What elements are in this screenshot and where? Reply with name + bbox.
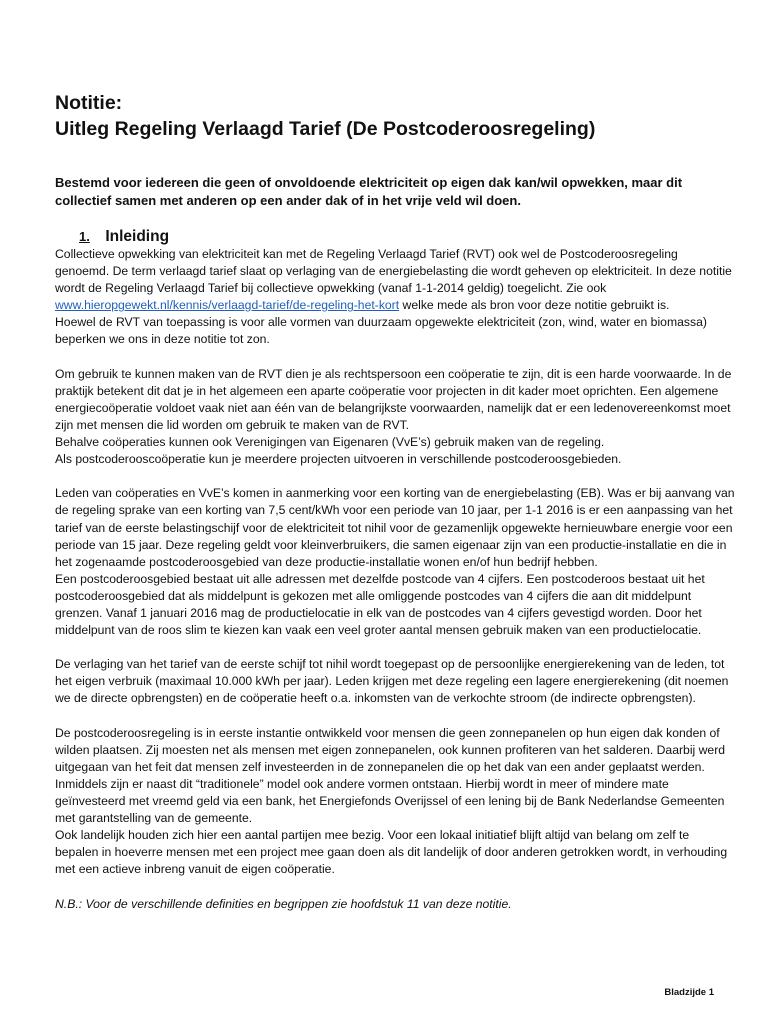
section-number: 1. (79, 229, 90, 244)
paragraph-5 (55, 725, 735, 879)
paragraph-2-line-3: Als postcoderooscoöperatie kun je meerdere projecten uitvoeren in verschillende postcoderoosgebieden. (55, 452, 622, 467)
page-number: Bladzijde 1 (664, 987, 714, 998)
source-link[interactable]: www.hieropgewekt.nl/kennis/verlaagd-tarief/de-regeling-het-kort (55, 298, 400, 313)
paragraph-5-line-2: Inmiddels zijn er naast dit “traditionele” model ook andere vormen ontstaan. Hierbij wordt in meer of mindere mate geïnvesteerd met vreemd geld via een bank, het Energiefonds Overijssel of een lening bij de Bank Nederlandse Gemeenten met garantstelling van de gemeente. (55, 776, 725, 826)
document-body (55, 246, 735, 930)
paragraph-1-text: Collectieve opwekking van elektriciteit kan met de Regeling Verlaagd Tarief (RVT) ook wel de Postcoderoosregeling genoemd. De term verlaagd tarief slaat op verlaging van de energiebelasting die wordt geheven op elektriciteit. In deze notitie wordt de Regeling Verlaagd Tarief bij collectieve opwekking (vanaf 1-1-2014 geldig) toegelicht. Zie ook (55, 247, 732, 296)
paragraph-5-line-3: Ook landelijk houden zich hier een aantal partijen mee bezig. Voor een lokaal initiatief blijft altijd van belang om zelf te bepalen in hoeverre mensen met een project mee gaan doen als dit landelijk of door anderen getrokken wordt, in verhouding met een actieve inbreng vanuit de eigen coöperatie. (55, 828, 728, 877)
paragraph-3-line-2: Een postcoderoosgebied bestaat uit alle adressen met dezelfde postcode van 4 cijfers. Een postcoderoos bestaat uit het postcoderoosgebied dat als middelpunt is gekozen met alle omliggende postcodes van 4 cijfers die aan dit middelpunt grenzen. Vanaf 1 januari 2016 mag de productielocatie in elk van de postcodes van 4 cijfers gevestigd worden. Door het middelpunt van de roos slim te kiezen kan vaak een veel groter aantal mensen gebruik maken van een productielocatie. (55, 571, 705, 638)
note-line: N.B.: Voor de verschillende definities en begrippen zie hoofdstuk 11 van deze notitie. (55, 896, 512, 911)
section-title: Inleiding (105, 228, 170, 245)
paragraph-1 (55, 246, 735, 349)
paragraph-4: De verlaging van het tarief van de eerste schijf tot nihil wordt toegepast op de persoonlijke energierekening van de leden, tot het eigen verbruik (maximaal 10.000 kWh per jaar). Leden krijgen met deze regeling een lagere energierekening (dit noemen we de directe opbrengsten) en de coöperatie heeft o.a. inkomsten van de verkochte stroom (de indirecte opbrengsten). (55, 657, 729, 706)
paragraph-2-line-2: Behalve coöperaties kunnen ook Verenigingen van Eigenaren (VvE’s) gebruik maken van de regeling. (55, 435, 605, 450)
intro-statement: Bestemd voor iedereen die geen of onvoldoende elektriciteit op eigen dak kan/wil opwekken, maar dit collectief samen met anderen op een ander dak of in het vrije veld wil doen. (55, 175, 683, 208)
paragraph-2-text: Om gebruik te kunnen maken van de RVT dien je als rechtspersoon een coöperatie te zijn, dit is een harde voorwaarde. In de praktijk betekent dit dat je in het algemeen een aparte coöperatie voor projecten in dit kader moet oprichten. Een algemene energiecoöperatie voldoet vaak niet aan één van de belangrijkste voorwaarden, namelijk dat er een ledenovereenkomst moet zijn met mensen die lid worden om gebruik te maken van de RVT. (55, 366, 732, 432)
title-line-1: Notitie: (55, 92, 123, 114)
paragraph-3-text: Leden van coöperaties en VvE’s komen in aanmerking voor een korting van de energiebelasting (EB). Was er bij aanvang van de regeling sprake van een korting van 7,5 cent/kWh voor een periode van 10 jaar, per 1-1 2016 is er een aanpassing van het tarief van de eerste belastingschijf voor de elektriciteit tot nihil voor de gezamenlijk opgewekte hernieuwbare energie voor een periode van 15 jaar. Deze regeling geldt voor kleinverbruikers, die samen eigenaar zijn van een productie-installatie en die in het zogenaamde postcoderoosgebied van deze productie-installatie wonen en/of hun bedrijf hebben. (55, 486, 735, 569)
section-heading (55, 227, 735, 247)
title-line-2: Uitleg Regeling Verlaagd Tarief (De Postcoderoosregeling) (55, 118, 596, 140)
paragraph-1-line-2: Hoewel de RVT van toepassing is voor alle vormen van duurzaam opgewekte elektriciteit (zon, wind, water en biomassa) beperken we ons in deze notitie tot zon. (55, 315, 707, 347)
paragraph-1-tail: welke mede als bron voor deze notitie gebruikt is. (399, 298, 670, 313)
document-title (55, 90, 735, 142)
paragraph-2 (55, 366, 735, 469)
paragraph-3 (55, 485, 735, 639)
paragraph-5-text: De postcoderoosregeling is in eerste instantie ontwikkeld voor mensen die geen zonnepanelen op hun eigen dak konden of wilden plaatsen. Zij moesten net als mensen met eigen zonnepanelen, ook kunnen profiteren van het salderen. Daarbij werd uitgegaan van het feit dat mensen zelf investeerden in de zonnepanelen die op het dak van een ander geplaatst werden. (55, 725, 726, 774)
